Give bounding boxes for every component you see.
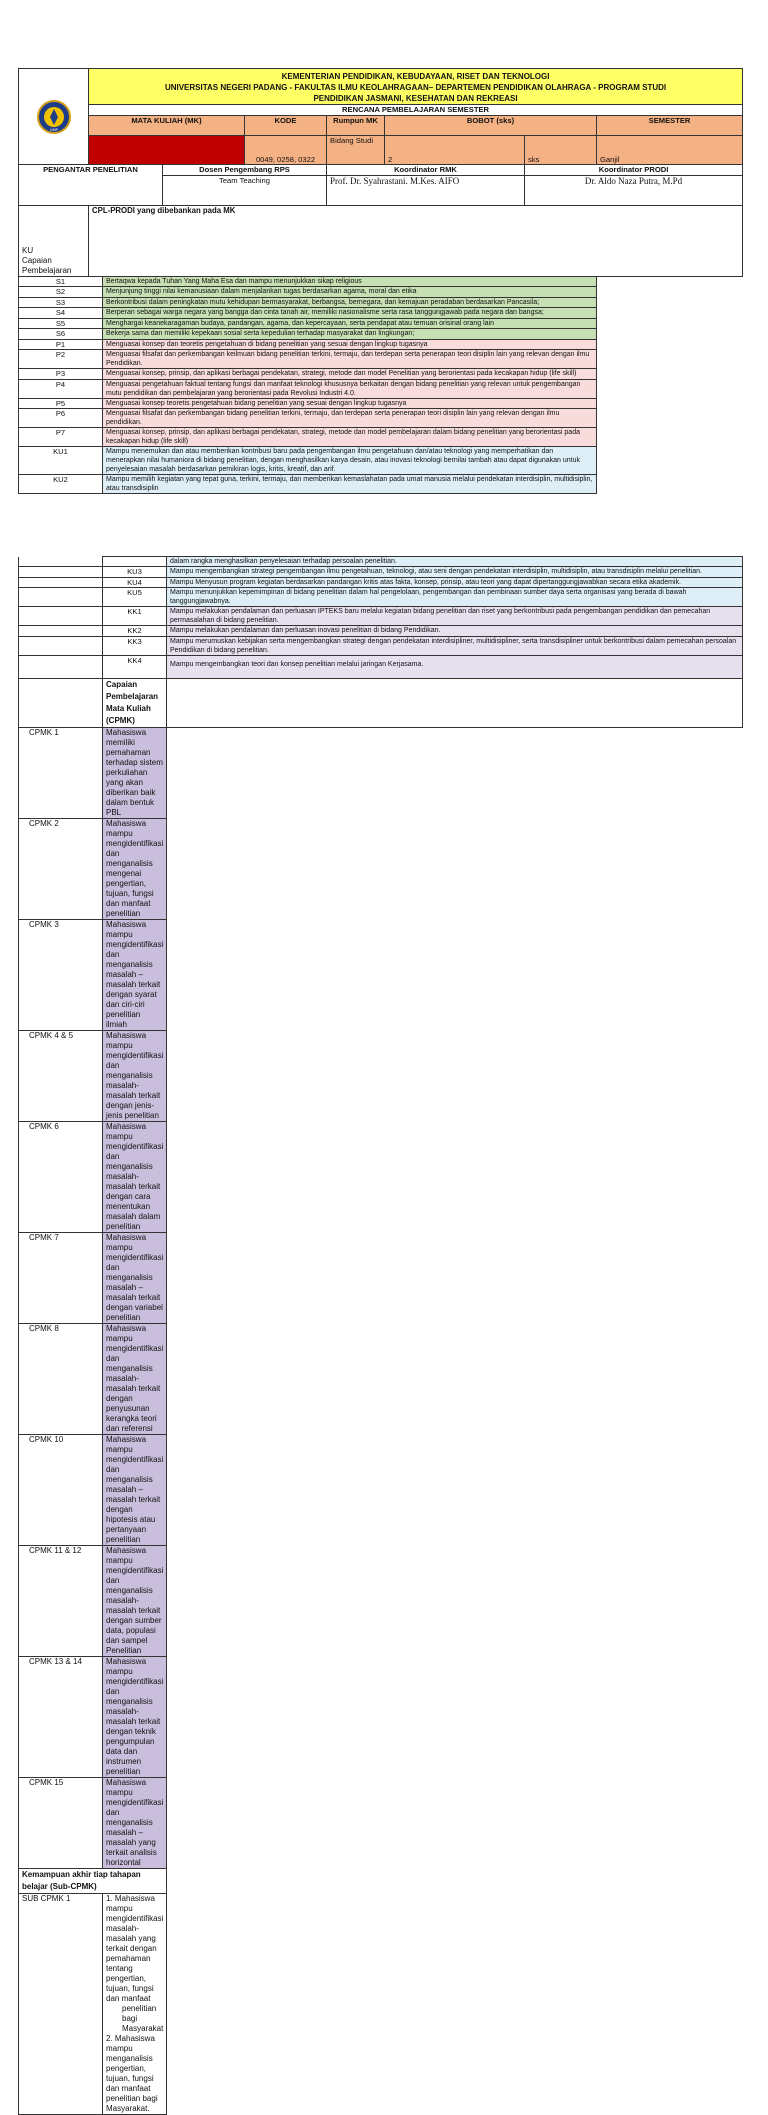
- blank-side-cell: [19, 626, 103, 637]
- cpmk-row: [19, 818, 743, 919]
- cpmk-text: Mahasiswa mampu mengidentifikasi dan menganalisis masalah-masalah terkait dengan teknik pengumpulan data dan instrumen penelitian: [103, 1656, 167, 1777]
- course-name: PENGANTAR PENELITIAN: [19, 165, 163, 206]
- cpl-row: [19, 350, 743, 369]
- cpmk-text: Mahasiswa mampu mengidentifikasi dan menganalisis masalah-masalah terkait dengan cara menentukan masalah dalam penelitian: [103, 1121, 167, 1232]
- cpmk-code: CPMK 13 & 14: [19, 1656, 103, 1777]
- cpl-code: S4: [19, 308, 103, 319]
- dosen-value: Team Teaching: [163, 175, 327, 205]
- blank-side-cell: [19, 655, 103, 678]
- cpl-text: Mampu melakukan pendalaman dan perluasan IPTEKS baru melalui kegiatan bidang penelitian dan riset yang berkontribusi pada pengembangan pendidikan dan pemecahan permasalahan di bidang penelitian.: [167, 607, 743, 626]
- h-semester: SEMESTER: [597, 115, 743, 135]
- cpl-code: S3: [19, 297, 103, 308]
- cpmk-code: CPMK 4 & 5: [19, 1030, 103, 1121]
- cpl-text: Mampu mengembangkan teori dan konsep penelitian melalui jaringan Kerjasama.: [167, 655, 743, 678]
- cpmk-code: CPMK 11 & 12: [19, 1545, 103, 1656]
- cpmk-heading: Capaian Pembelajaran Mata Kuliah (CPMK): [103, 678, 167, 727]
- cpl-text: Bertaqwa kepada Tuhan Yang Maha Esa dan mampu menunjukkan sikap religious: [103, 276, 597, 287]
- cpl-row: [19, 369, 743, 380]
- cpl-text: Menguasai pengetahuan faktual tentang fungsi dan manfaat teknologi khususnya berkaitan dengan bidang penelitian yang relevan untuk pengembangan mutu pendidikan dan pembelajaran yang berorientasi pada Revolusi Industri 4.0.: [103, 379, 597, 398]
- cpl-row: [19, 398, 743, 409]
- cpl-code: P1: [19, 339, 103, 350]
- cpl-code: P2: [19, 350, 103, 369]
- cpl-row: [19, 428, 743, 447]
- cpl-text: Mampu merumuskan kebijakan serta mengembangkan strategi dengan pendekatan interdisipliner, multidisipliner, serta transdisipliner untuk berkontribusi dalam pemecahan persoalan Pendidikan di bidang penelitian.: [167, 636, 743, 655]
- header-ministry: [89, 69, 743, 105]
- cpl-code: S2: [19, 287, 103, 298]
- cpmk-text: Mahasiswa mampu mengidentifikasi dan menganalisis masalah – masalah terkait dengan hipotesis atau pertanyaan penelitian: [103, 1434, 167, 1545]
- cpl-code: KU1: [19, 447, 103, 475]
- cpl-code: KU2: [19, 475, 103, 494]
- koord-prodi-value: Dr. Aldo Naza Putra, M.Pd: [525, 175, 743, 205]
- cpl-text: Menguasai konsep teoretis pengetahuan bidang penelitian yang sesuai dengan lingkup tugasnya: [103, 398, 597, 409]
- cpl-text: Menguasai konsep, prinsip, dan aplikasi berbagai pendekatan, strategi, metode dan model Penelitian yang berorientasi pada kecakapan hidup (life skill): [103, 369, 597, 380]
- cpmk-code: CPMK 15: [19, 1777, 103, 1868]
- cpmk-text: Mahasiswa mampu mengidentifikasi dan menganalisis masalah-masalah terkait dengan jenis- jenis penelitian: [103, 1030, 167, 1121]
- cpl-code: S1: [19, 276, 103, 287]
- cpl-code: P3: [19, 369, 103, 380]
- cpl-row-continued: [19, 636, 743, 655]
- cpl-heading: CPL-PRODI yang dibebankan pada MK: [89, 205, 743, 276]
- cpl-code: KK4: [103, 655, 167, 678]
- h-koord-rmk: Koordinator RMK: [327, 165, 525, 176]
- cpmk-row: [19, 1656, 743, 1777]
- cpmk-code: CPMK 6: [19, 1121, 103, 1232]
- cpmk-text: Mahasiswa memiliki pemahaman terhadap sistem perkuliahan yang akan diberikan baik dalam bentuk PBL: [103, 727, 167, 818]
- header-line-2: UNIVERSITAS NEGERI PADANG - FAKULTAS ILMU KEOLAHRAGAAN– DEPARTEMEN PENDIDIKAN OLAHRAGA - PROGRAM STUDI: [164, 83, 667, 92]
- cpl-row: [19, 329, 743, 340]
- header-line-3: PENDIDIKAN JASMANI, KESEHATAN DAN REKREASI: [313, 94, 518, 103]
- cpl-row: [19, 379, 743, 398]
- cpl-text: Menjunjung tinggi nilai kemanusiaan dalam menjalankan tugas berdasarkan agama, moral dan etika: [103, 287, 597, 298]
- cpl-text: Mampu menunjukkan kepemimpinan di bidang penelitian dalam hal pengelolaan, pengembangan dan pembinaan sumber daya serta organisasi yang berada di bawah tanggungjawabnya.: [167, 588, 743, 607]
- cpl-code: S5: [19, 318, 103, 329]
- cpl-text: Berperan sebagai warga negara yang bangga dan cinta tanah air, memiliki nasionalisme serta rasa tanggungjawab pada negara dan bangsa;: [103, 308, 597, 319]
- cpmk-code: CPMK 10: [19, 1434, 103, 1545]
- blank-side-cell: [19, 588, 103, 607]
- sub-cpmk-code: SUB CPMK 1: [19, 1893, 103, 2114]
- cpl-text: Mampu memilih kegiatan yang tepat guna, terkini, termaju, dan memberikan kemaslahatan pada umat manusia melalui pendekatan interdisiplin, multidisiplin, atau transdisiplin: [103, 475, 597, 494]
- h-rumpun: Rumpun MK: [327, 115, 385, 135]
- cpmk-row: [19, 919, 743, 1030]
- cpl-text: Bekerja sama dan memiliki kepekaan sosial serta kepedulian terhadap masyarakat dan lingkungan;: [103, 329, 597, 340]
- cpl-text: Menguasai filsafat dan perkembangan bidang penelitian terkini, termaju, dan terdepan serta penerapan teori disiplin lain yang relevan dengan ilmu pendidikan.: [103, 409, 597, 428]
- sub-item-2: 2. Mahasiswa mampu menganalisis pengertian, tujuan, fungsi dan manfaat penelitian bagi Masyarakat.: [106, 2033, 158, 2113]
- logo-cell: [19, 69, 89, 165]
- cpl-row-continued: [19, 655, 743, 678]
- cpmk-row: [19, 1030, 743, 1121]
- cpmk-text: Mahasiswa mampu mengidentifikasi dan menganalisis masalah-masalah terkait dengan penyusunan kerangka teori dan referensi: [103, 1323, 167, 1434]
- cpl-code: P6: [19, 409, 103, 428]
- cpl-row: [19, 318, 743, 329]
- cpl-text: Menguasai filsafat dan perkembangan keilmuan bidang penelitian terkini, termaju, dan terdepan serta penerapan teori disiplin lain yang relevan dengan ilmu Pendidikan.: [103, 350, 597, 369]
- cpmk-text: Mahasiswa mampu mengidentifikasi dan menganalisis masalah – masalah terkait dengan variabel penelitian: [103, 1232, 167, 1323]
- blank-side-cell: [19, 577, 103, 588]
- h-bobot: BOBOT (sks): [385, 115, 597, 135]
- cpl-row: [19, 308, 743, 319]
- cpl-row-continued: [19, 588, 743, 607]
- cpl-text: Mampu melakukan pendalaman dan perluasan inovasi penelitian di bidang Pendidikan.: [167, 626, 743, 637]
- red-cell: [89, 135, 245, 165]
- blank-side: [19, 557, 103, 567]
- cpl-text: Menguasai konsep dan teoretis pengetahuan di bidang penelitian yang sesuai dengan lingkup tugasnya: [103, 339, 597, 350]
- cpl-code: P5: [19, 398, 103, 409]
- blank-side-cell: [19, 636, 103, 655]
- cpl-code: P7: [19, 428, 103, 447]
- cpl-row: [19, 475, 743, 494]
- header-line-1: KEMENTERIAN PENDIDIKAN, KEBUDAYAAN, RISET DAN TEKNOLOGI: [281, 72, 550, 81]
- cpl-code: KU4: [103, 577, 167, 588]
- cpmk-text: Mahasiswa mampu mengidentifikasi dan menganalisis masalah – masalah terkait dengan syarat dan ciri-ciri penelitian ilmiah: [103, 919, 167, 1030]
- cpl-code: P4: [19, 379, 103, 398]
- cpl-text: Mampu mengembangkan strategi pengembangan ilmu pengetahuan, teknologi, atau seni dengan pendekatan interdisiplin, multidisiplin, atau transdisiplin melalui penelitian.: [167, 567, 743, 578]
- cpl-row-continued: [19, 577, 743, 588]
- cpl-row-continued: [19, 607, 743, 626]
- rps-page-1: [18, 68, 742, 494]
- kode-value: 0049, 0258, 0322: [245, 135, 327, 165]
- cpl-text: Menghargai keanekaragaman budaya, pandangan, agama, dan kepercayaan, serta pendapat atau temuan orisinal orang lain: [103, 318, 597, 329]
- side-label-capaian: Capaian: [22, 255, 52, 265]
- cpmk-text: Mahasiswa mampu mengidentifikasi dan menganalisis mengenai pengertian, tujuan, fungsi dan manfaat penelitian: [103, 818, 167, 919]
- rps-page-2: [18, 556, 742, 2115]
- continuation-text: dalam rangka menghasilkan penyelesaian terhadap persoalan penelitian.: [167, 557, 743, 567]
- cpmk-heading-blank: [167, 678, 743, 727]
- cpl-text: Mampu menemukan dan atau memberikan kontribusi baru pada pengembangan ilmu pengetahuan dan/atau teknologi yang memperhatikan dan menerapkan nilai humaniora di bidang penelitian, dengan menghasilkan karya desain, atau inovasi teknologi bernilai tambah atau dapat digunakan untuk penyelesaian masalah berdasarkan pemikiran logis, kritis, kreatif, dan arif.: [103, 447, 597, 475]
- blank-code: [103, 557, 167, 567]
- h-koord-prodi: Koordinator PRODI: [525, 165, 743, 176]
- cpmk-code: CPMK 8: [19, 1323, 103, 1434]
- cpl-code: KK3: [103, 636, 167, 655]
- sub-item-1-cont: penelitian bagi Masyarakat: [122, 2003, 164, 2033]
- blank-side-cell: [19, 567, 103, 578]
- cpmk-text: Mahasiswa mampu mengidentifikasi dan menganalisis masalah-masalah terkait dengan sumber data, populasi dan sampel Penelitian: [103, 1545, 167, 1656]
- cpl-text: Berkontribusi dalam peningkatan mutu kehidupan bermasyarakat, berbangsa, bernegara, dan kemajuan peradaban berdasarkan Pancasila;: [103, 297, 597, 308]
- doc-title: RENCANA PEMBELAJARAN SEMESTER: [89, 105, 743, 116]
- cpmk-row: [19, 1232, 743, 1323]
- rps-table-continued: [18, 556, 743, 2115]
- cpl-row-continued: [19, 626, 743, 637]
- sks-value: sks: [525, 135, 597, 165]
- cpl-text: Mampu Menyusun program kegiatan berdasarkan pandangan kritis atas fakta, konsep, prinsip, atau teori yang dapat dipertanggungjawabkan secara etika akademik.: [167, 577, 743, 588]
- sub-cpmk-heading: Kemampuan akhir tiap tahapan belajar (Sub-CPMK): [19, 1868, 167, 1893]
- cpl-text: Menguasai konsep, prinsip, dan aplikasi berbagai pendekatan, strategi, metode dan model pembelajaran dalam bidang penelitian yang berorientasi pada kecakapan hidup (life skill): [103, 428, 597, 447]
- cpl-row: [19, 276, 743, 287]
- cpmk-code: CPMK 2: [19, 818, 103, 919]
- h-dosen: Dosen Pengembang RPS: [163, 165, 327, 176]
- cpl-row: [19, 339, 743, 350]
- cpmk-row: [19, 1121, 743, 1232]
- h-mata-kuliah: MATA KULIAH (MK): [89, 115, 245, 135]
- cpl-code: KU5: [103, 588, 167, 607]
- rps-table: [18, 68, 743, 494]
- cpmk-text: Mahasiswa mampu mengidentifikasi dan menganalisis masalah – masalah yang terkait analisis horizontal: [103, 1777, 167, 1868]
- cpmk-code: CPMK 7: [19, 1232, 103, 1323]
- cpl-row: [19, 409, 743, 428]
- blank-side-cpmk: [19, 678, 103, 727]
- side-label-pembelajaran: Pembelajaran: [22, 265, 72, 275]
- sub-item-1: 1. Mahasiswa mampu mengidentifikasi masalah- masalah yang terkait dengan pemahaman tentang pengertian, tujuan, fungsi dan manfaat: [106, 1893, 164, 2003]
- cpl-code: KU3: [103, 567, 167, 578]
- university-logo-icon: [37, 100, 71, 134]
- cpl-code: KK2: [103, 626, 167, 637]
- cpl-row-continued: [19, 567, 743, 578]
- sub-cpmk-items: [103, 1893, 167, 2114]
- cpl-row: [19, 297, 743, 308]
- cpl-code: KK1: [103, 607, 167, 626]
- cpmk-row: [19, 727, 743, 818]
- koord-rmk-value: Prof. Dr. Syahrastani. M.Kes. AIFO: [327, 175, 525, 205]
- cpmk-row: [19, 1545, 743, 1656]
- cpl-side-label: [19, 205, 89, 276]
- cpmk-row: [19, 1777, 743, 1868]
- rumpun-value: Bidang Studi: [327, 135, 385, 165]
- cpmk-row: [19, 1323, 743, 1434]
- side-label-ku: KU: [22, 245, 34, 255]
- svg-text:UNP: UNP: [49, 126, 58, 132]
- semester-value: Ganjil: [597, 135, 743, 165]
- cpmk-row: [19, 1434, 743, 1545]
- blank-side-cell: [19, 607, 103, 626]
- cpmk-code: CPMK 1: [19, 727, 103, 818]
- cpmk-code: CPMK 3: [19, 919, 103, 1030]
- h-kode: KODE: [245, 115, 327, 135]
- cpl-row: [19, 287, 743, 298]
- bobot-value: 2: [385, 135, 525, 165]
- cpl-row: [19, 447, 743, 475]
- cpl-code: S6: [19, 329, 103, 340]
